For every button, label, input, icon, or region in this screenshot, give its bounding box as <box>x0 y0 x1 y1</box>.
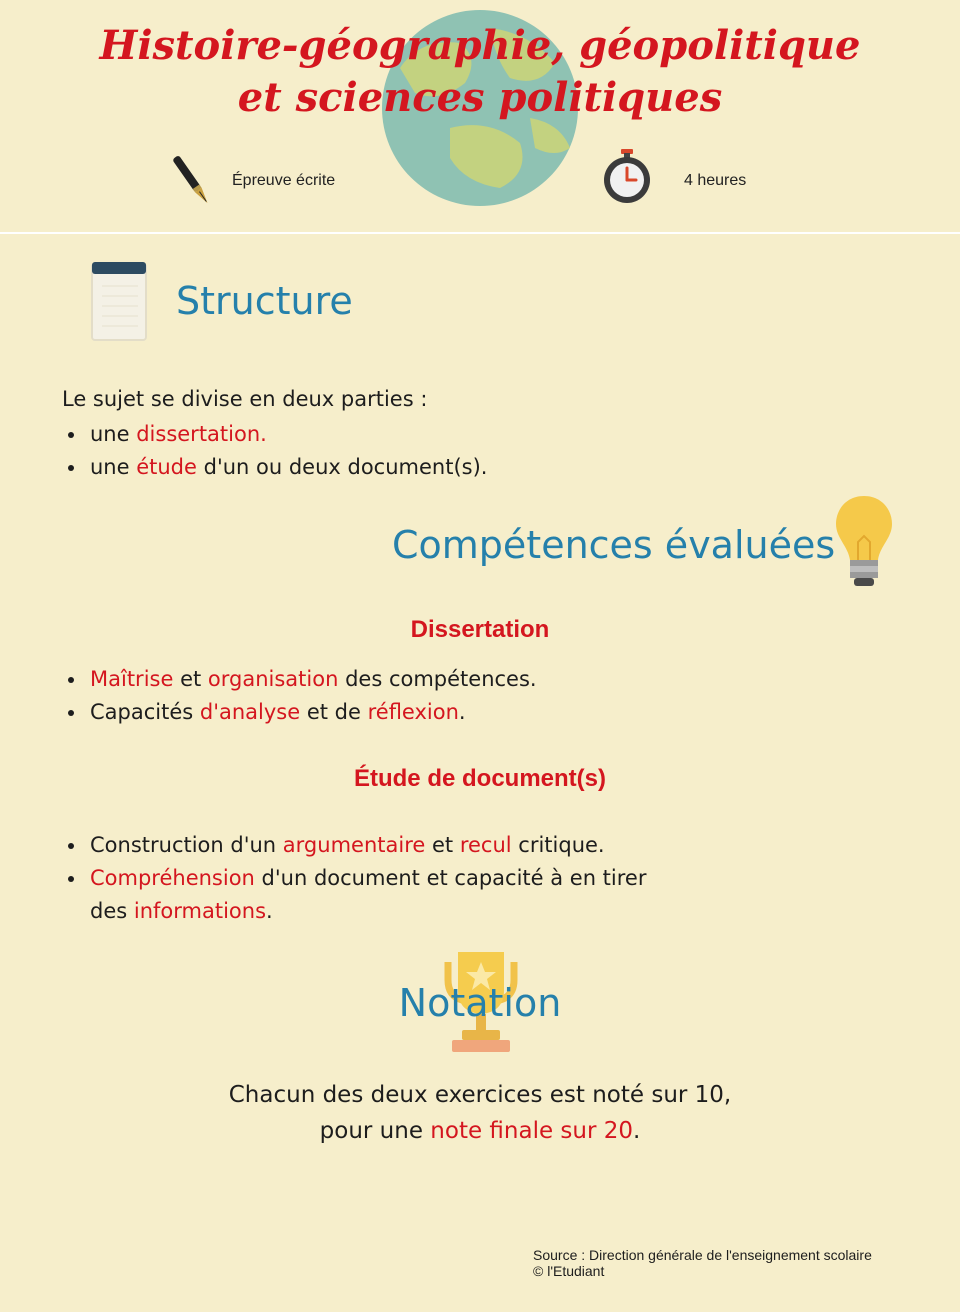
notation-text <box>0 1077 960 1149</box>
notation-line-1: Chacun des deux exercices est noté sur 10, <box>228 1082 732 1108</box>
highlight-etude: étude <box>136 455 197 479</box>
list-item: Construction d'un argumentaire et recul critique. <box>62 829 682 862</box>
notepad-icon <box>90 260 148 342</box>
structure-list <box>62 418 862 484</box>
page-title-line-2: et sciences politiques <box>237 74 723 121</box>
notation-line-2: pour une note finale sur 20. <box>319 1118 641 1144</box>
fountain-pen-icon <box>172 150 212 212</box>
lightbulb-icon <box>832 492 896 600</box>
header-divider <box>0 232 960 234</box>
etude-list <box>62 829 682 928</box>
structure-heading: Structure <box>176 279 353 323</box>
list-item: Capacités d'analyse et de réflexion. <box>62 696 882 729</box>
duration-label: 4 heures <box>684 172 747 189</box>
highlight-final-grade: note finale sur 20 <box>430 1118 634 1144</box>
stopwatch-icon <box>602 148 652 204</box>
notation-heading: Notation <box>398 981 562 1025</box>
highlight-dissertation: dissertation. <box>136 422 267 446</box>
page-title-line-1: Histoire-géographie, géopolitique <box>99 22 861 69</box>
source-credit <box>533 1247 872 1279</box>
list-item: une dissertation. <box>62 418 862 451</box>
competences-heading: Compétences évaluées <box>392 523 836 567</box>
list-item: Maîtrise et organisation des compétences. <box>62 663 882 696</box>
copyright-line: © l'Etudiant <box>533 1263 605 1279</box>
structure-intro: Le sujet se divise en deux parties : <box>62 387 428 411</box>
exam-type-label: Épreuve écrite <box>232 172 336 189</box>
source-line: Source : Direction générale de l'enseignement scolaire <box>533 1247 872 1263</box>
list-item: une étude d'un ou deux document(s). <box>62 451 862 484</box>
dissertation-subheading: Dissertation <box>410 616 550 643</box>
dissertation-list <box>62 663 882 729</box>
etude-subheading: Étude de document(s) <box>353 765 606 792</box>
list-item: Compréhension d'un document et capacité à en tirer des informations. <box>62 862 682 928</box>
